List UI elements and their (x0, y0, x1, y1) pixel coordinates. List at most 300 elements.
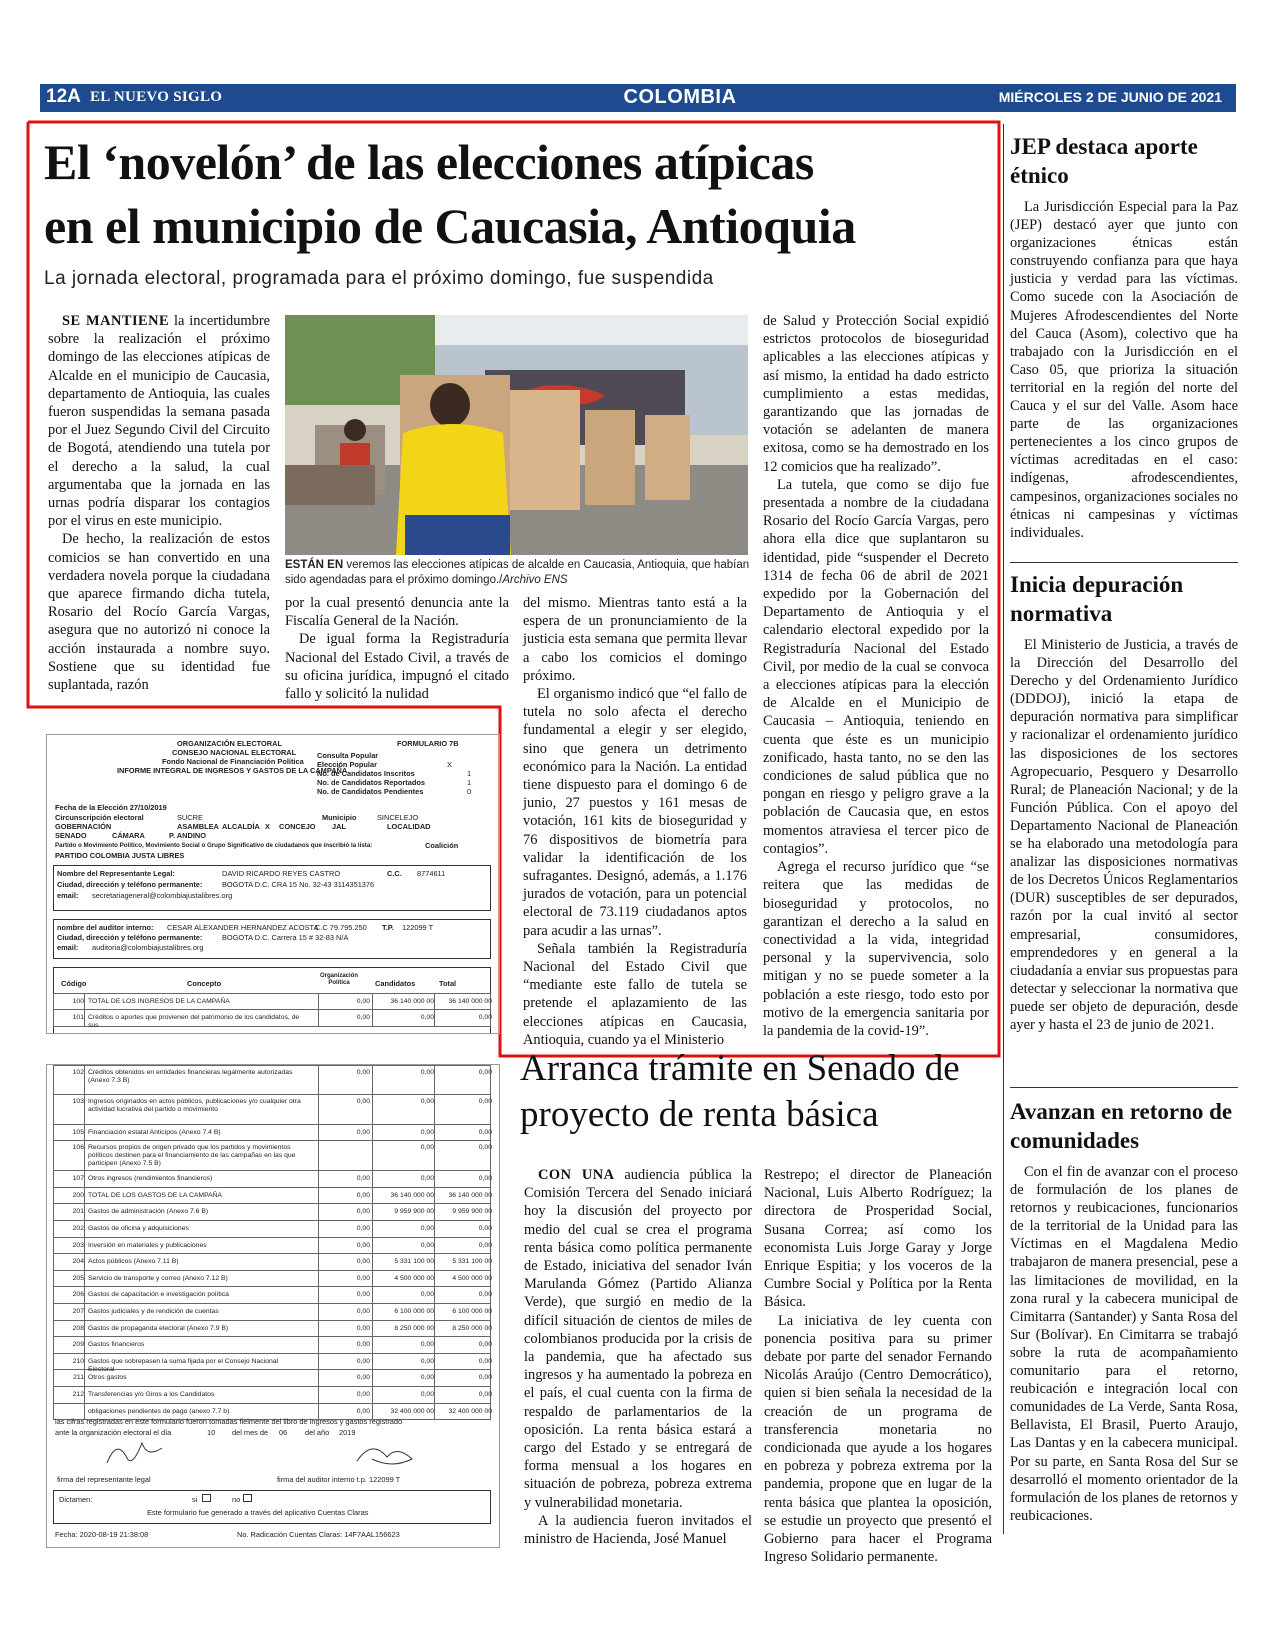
form-cell-code: 200 (72, 1191, 84, 1199)
sidebar-divider (1003, 124, 1004, 1534)
form-cell-org: 0,00 (356, 1258, 370, 1266)
form-cell-total: 36 140 000 00 (448, 998, 492, 1005)
form-cell-divider (318, 1066, 319, 1096)
form-cell-code: 207 (72, 1308, 84, 1316)
form-cell-divider (318, 1010, 319, 1027)
form-value: 8774611 (417, 869, 446, 878)
lead-words: CON UNA (538, 1167, 615, 1183)
form-cell-divider (318, 1321, 319, 1338)
form-cell-total: 5 331 100 00 (452, 1258, 492, 1266)
form-cell-concept: Créditos obtenidos en entidades financieras legalmente autorizadas (Anexo 7.3 B) (88, 1069, 293, 1084)
caption-text: veremos las elecciones atípicas de alcalde en Caucasia, Antioquia, que habían sido agendadas para el próximo domingo./ (285, 559, 750, 586)
form-cell-cand: 0,00 (420, 1357, 434, 1365)
form-cell-org: 0,00 (356, 1374, 370, 1382)
form-cell-cand: 32 400 000 00 (390, 1407, 434, 1415)
form-cell-divider (372, 1010, 373, 1027)
form-value: 2019 (339, 1428, 356, 1437)
form-cell-total: 0,00 (478, 1225, 492, 1233)
photo-credit: Archivo ENS (502, 574, 568, 586)
form-cell-cand: 5 331 100 00 (394, 1258, 434, 1266)
form-cell-total: 32 400 000 00 (448, 1407, 492, 1415)
lead-words: SE MANTIENE (62, 313, 170, 329)
form-label: C.C. (387, 869, 402, 878)
sidebar-story-2-title: Inicia depuración normativa (1010, 572, 1184, 626)
form-value: secretariageneral@colombiajustalibres.org (92, 891, 233, 900)
form-cell-divider (84, 1304, 85, 1321)
paragraph: Restrepo; el director de Planeación Nacional, Luis Alberto Rodríguez; la directora de Prosperidad Social, Susana Correa; así como los economista Luis Jorge Garay y Jorge Enrique Espitia; y los voceros de la Cumbre Social y Política por la Renta Básica. (764, 1167, 992, 1311)
form-cell-divider (318, 1370, 319, 1387)
form-cell-code: 101 (72, 1014, 84, 1021)
form-cell-divider (434, 1287, 435, 1304)
form-cell-divider (372, 1370, 373, 1387)
form-cell-divider (84, 1095, 85, 1125)
form-cell-divider (84, 1125, 85, 1142)
form-cell-org: 0,00 (356, 1341, 370, 1349)
form-cell-org: 0,00 (356, 1097, 370, 1105)
form-cell-divider (318, 1238, 319, 1255)
election-photo (285, 315, 748, 555)
form-cell-org: 0,00 (356, 1274, 370, 1282)
sidebar-story-3-title: Avanzan en retorno de comunidades (1010, 1099, 1233, 1153)
no-checkbox (243, 1494, 252, 1502)
form-cell-divider (434, 1221, 435, 1238)
form-dictamen-box (53, 1490, 491, 1524)
paragraph: por la cual presentó denuncia ante la Fiscalía General de la Nación. (285, 595, 509, 630)
form-table-row (53, 1065, 491, 1095)
form-number: FORMULARIO 7B (397, 739, 459, 748)
form-cell-org: 0,00 (356, 1291, 370, 1299)
form-cell-total: 8 250 000 00 (452, 1324, 492, 1332)
form-cell-concept: TOTAL DE LOS INGRESOS DE LA CAMPAÑA (88, 998, 230, 1005)
form-cell-org: 0,00 (356, 1308, 370, 1316)
form-cell-cand: 0,00 (420, 1341, 434, 1349)
form-value: 122099 T (402, 923, 434, 932)
sidebar-story-2 (1010, 570, 1238, 1066)
form-cell-divider (84, 1321, 85, 1338)
form-cell-divider (372, 1387, 373, 1404)
signatures-image (87, 1433, 487, 1473)
form-label: No. de Candidatos Pendientes (317, 787, 424, 796)
form-cell-org: 0,00 (356, 1407, 370, 1415)
form-label: LOCALIDAD (387, 822, 431, 831)
photo-caption (285, 558, 755, 588)
form-cell-code: 201 (72, 1208, 84, 1216)
form-cell-concept: Gastos de propaganda electoral (Anexo 7.9 B) (88, 1324, 229, 1332)
form-cell-divider (84, 1271, 85, 1288)
form-label: CONCEJO (279, 822, 316, 831)
form-cell-code: 102 (72, 1069, 84, 1076)
form-col-header: Organización Política (319, 973, 358, 986)
form-cell-total: 0,00 (478, 1128, 492, 1136)
form-cell-divider (372, 1254, 373, 1271)
form-label: Ciudad, dirección y teléfono permanente: (57, 933, 203, 942)
form-label: SENADO (55, 831, 87, 840)
form-cell-divider (434, 1271, 435, 1288)
form-label: del año (305, 1428, 330, 1437)
form-value: DAVID RICARDO REYES CASTRO (222, 869, 341, 878)
form-cell-cand: 0,00 (420, 1225, 434, 1233)
form-cell-total: 6 100 000 00 (452, 1308, 492, 1316)
form-label: Consulta Popular (317, 751, 379, 760)
form-table-row (53, 1304, 491, 1321)
form-table-row (53, 1337, 491, 1354)
paragraph: De igual forma la Registraduría Nacional del Estado Civil, a través de su oficina jurídica, impugnó el citado fallo y solicitó la nulidad (285, 631, 509, 703)
form-cell-divider (372, 1221, 373, 1238)
form-cell-concept: obligaciones pendientes de pago (anexo 7.7 b) (88, 1407, 230, 1415)
form-cell-divider (434, 994, 435, 1011)
form-cell-divider (372, 1171, 373, 1188)
form-label: Circunscripción electoral (55, 813, 144, 822)
form-cell-total: 0,00 (478, 1374, 492, 1382)
form-cell-divider (434, 1354, 435, 1371)
form-cell-divider (84, 1141, 85, 1171)
form-cell-concept: Gastos financieros (88, 1341, 145, 1349)
form-cell-code: 105 (72, 1128, 84, 1136)
campaign-report-form-top (46, 734, 500, 1034)
form-generated-note: Este formulario fue generado a través del aplicativo Cuentas Claras (147, 1508, 369, 1517)
form-cell-cand: 0,00 (420, 1391, 434, 1399)
form-cell-cand: 4 500 000 00 (394, 1274, 434, 1282)
form-label: T.P. (382, 923, 394, 932)
form-cell-total: 4 500 000 00 (452, 1274, 492, 1282)
form-label: del mes de (232, 1428, 269, 1437)
form-cell-cand: 0,00 (420, 1175, 434, 1183)
form-cell-code: 204 (72, 1258, 84, 1266)
form-label: no (232, 1495, 241, 1504)
form-cell-divider (84, 1204, 85, 1221)
si-checkbox (202, 1494, 211, 1502)
form-cell-org: 0,00 (356, 1225, 370, 1233)
form-cell-cand: 6 100 000 00 (394, 1308, 434, 1316)
form-cell-divider (84, 1066, 85, 1096)
form-org-line: ORGANIZACIÓN ELECTORAL (177, 739, 282, 748)
form-cell-code: 106 (72, 1144, 84, 1152)
form-table-row (53, 1204, 491, 1221)
form-table-row (53, 1238, 491, 1255)
form-cell-code: 210 (72, 1357, 84, 1365)
form-cell-divider (318, 1188, 319, 1205)
form-cell-divider (318, 1387, 319, 1404)
form-cell-divider (84, 1354, 85, 1371)
form-cell-total: 0,00 (478, 1069, 492, 1076)
form-cell-divider (434, 1387, 435, 1404)
form-cell-divider (434, 1188, 435, 1205)
form-cell-divider (84, 1287, 85, 1304)
form-cell-cand: 0,00 (420, 1241, 434, 1249)
form-value: X (447, 760, 452, 769)
form-col-header: Total (439, 979, 457, 988)
form-label: P. ANDINO (169, 831, 206, 840)
form-cell-code: 205 (72, 1274, 84, 1282)
form-cell-total: 36 140 000 00 (448, 1191, 492, 1199)
form-cell-divider (318, 1204, 319, 1221)
renta-basica-column-1 (524, 1166, 752, 1546)
form-label: ASAMBLEA (177, 822, 219, 831)
form-cell-code: 211 (73, 1374, 84, 1382)
form-cell-org: 0,00 (356, 1391, 370, 1399)
form-label: No. de Candidatos Inscritos (317, 769, 415, 778)
form-cell-concept: Servicio de transporte y correo (Anexo 7.12 B) (88, 1274, 228, 1282)
form-cell-org: 0,00 (356, 1324, 370, 1332)
form-cell-divider (434, 1141, 435, 1171)
form-table-row (53, 1370, 491, 1387)
form-value: CESAR ALEXANDER HERNANDEZ ACOSTA (167, 923, 319, 932)
article-column-3 (523, 594, 747, 1048)
form-cell-cand: 0,00 (420, 1291, 434, 1299)
main-subheadline: La jornada electoral, programada para el próximo domingo, fue suspendida (44, 268, 714, 289)
form-cell-total: 9 959 900 00 (452, 1208, 492, 1216)
form-cell-cand: 0,00 (420, 1014, 434, 1021)
form-cell-divider (434, 1404, 435, 1421)
form-table-row (53, 1095, 491, 1125)
form-cell-divider (318, 994, 319, 1011)
form-label: Partido o Movimiento Político, Movimiento Social o Grupo Significativo de ciudadanos que inscribió la lista: (55, 842, 373, 849)
form-cell-divider (434, 1125, 435, 1142)
paragraph: Con el fin de avanzar con el proceso de formulación de los planes de retornos y reubicaciones, funcionarios de la territorial de la Unidad para las Víctimas en el Magdalena Medio trabajaron de manera presencial, pese a las limitaciones de movilidad, en la zona rural y la cabecera municipal de Cimitarra (Santander) y Santa Rosa del Sur (Bolívar). En Cimitarra se trabajó sobre la ruta de acompañamiento comunitario para el retorno, reubicación e integración local con comunidades de La Verde, Santa Rosa, Bellavista, El Brasil, Puerto Araujo, Las Dantas y en la cabecera municipal. Por su parte, en Santa Rosa del Sur se desarrolló el momento orientador de la formulación de los planes de retornos y reubicaciones. (1010, 1164, 1238, 1524)
form-cell-concept: Gastos judiciales y de rendición de cuentas (88, 1308, 219, 1316)
form-cell-org: 0,00 (356, 1069, 370, 1076)
form-cell-concept: Otros gastos (88, 1374, 127, 1382)
form-cell-cand: 0,00 (420, 1069, 434, 1076)
form-cell-divider (318, 1354, 319, 1371)
paragraph (48, 312, 270, 530)
form-party: PARTIDO COLOMBIA JUSTA LIBRES (55, 851, 185, 860)
form-cell-divider (434, 1254, 435, 1271)
form-cell-divider (318, 1125, 319, 1142)
form-cell-cand: 0,00 (420, 1144, 434, 1152)
form-cell-concept: Gastos que sobrepasen la suma fijada por el Consejo Nacional Electoral (88, 1357, 279, 1373)
form-cell-divider (434, 1010, 435, 1027)
form-cell-cand: 0,00 (420, 1374, 434, 1382)
paragraph: Señala también la Registraduría Nacional del Estado Civil que “mediante este fallo de tutela se pretende el aplazamiento de las elecciones atípicas en Caucasia, Antioquia, cuando ya el Ministerio (523, 940, 747, 1048)
issue-date: MIÉRCOLES 2 DE JUNIO DE 2021 (998, 89, 1222, 105)
form-cell-divider (318, 1337, 319, 1354)
form-generated-date: Fecha: 2020-08-19 21:38:08 (55, 1530, 149, 1539)
form-cell-total: 0,00 (478, 1357, 492, 1365)
form-table-row (53, 1125, 491, 1142)
form-table-row (53, 1171, 491, 1188)
paragraph: La Jurisdicción Especial para la Paz (JEP) destacó ayer que junto con organizaciones étnicas están construyendo confianza para que haya justicia y verdad para las víctimas. Como sucede con la Asociación de Mujeres Afrodescendientes del Norte del Cauca (Asom), colectivo que ha trabajado con la Jurisdicción en el Caso 05, que prioriza la situación territorial en la región del norte del Cauca y el sur del Valle. Asom hace parte de las organizaciones pertenecientes a los cinco grupos de víctimas acreditadas en el caso: indígenas, afrodescendientes, campesinos, organizaciones sociales no étnicas ni campesinas y víctimas individuales. (1010, 199, 1238, 541)
form-table-row (53, 1221, 491, 1238)
form-cell-total: 0,00 (478, 1391, 492, 1399)
paragraph-text: la incertidumbre sobre la realización el próximo domingo de las elecciones atípicas de Alcalde en el municipio de Caucasia, departamento de Antioquia, las cuales fueron suspendidas la semana pasada por el Juez Segundo Civil del Circuito de Bogotá, atendiendo una tutela por el derecho a la salud, la cual argumentaba que la jornada en las urnas podría disparar los contagios por el virus en este municipio. (48, 313, 270, 530)
form-cell-cand: 36 140 000 00 (390, 998, 434, 1005)
form-cell-divider (434, 1066, 435, 1096)
sidebar-story-3 (1010, 1097, 1238, 1549)
form-cell-code: 202 (72, 1225, 84, 1233)
form-certification: ante la organización electoral el día (55, 1428, 172, 1437)
form-cell-divider (372, 1141, 373, 1171)
form-value: 1 (467, 769, 472, 778)
paragraph: A la audiencia fueron invitados el ministro de Hacienda, José Manuel (524, 1512, 752, 1548)
form-label: Elección Popular (317, 760, 377, 769)
form-cell-cand: 0,00 (420, 1128, 434, 1136)
form-cell-total: 0,00 (478, 1291, 492, 1299)
form-cell-divider (84, 1221, 85, 1238)
sidebar-story-2-text (1010, 636, 1238, 1066)
form-cell-divider (372, 1188, 373, 1205)
form-table-row (53, 1254, 491, 1271)
form-cell-concept: Inversión en materiales y publicaciones (88, 1241, 207, 1249)
paragraph: Agrega el recurso jurídico que “se reitera que las medidas de bioseguridad y protocolos, no garantizan el derecho a la salud en conectividad a la vida, integridad personal y la supervivencia, solo mitigan y no se puede someter a la población a este riesgo, todo esto por motivo de la emergencia sanitaria por la pandemia de la covid-19”. (763, 859, 989, 1039)
form-cell-divider (318, 1171, 319, 1188)
form-cell-org: 0,00 (356, 1208, 370, 1216)
form-cell-code: 206 (72, 1291, 84, 1299)
form-cell-total: 0,00 (478, 1144, 492, 1152)
form-certification: las cifras registradas en este formulario fueron tomadas fielmente del libro de ingresos y gastos registrado (55, 1417, 403, 1426)
form-table-row (53, 1271, 491, 1288)
form-cell-divider (372, 1238, 373, 1255)
form-cell-divider (84, 1171, 85, 1188)
form-label: ALCALDÍA (222, 822, 260, 831)
sidebar-story-1-text (1010, 198, 1238, 541)
form-cell-concept: Ingresos originados en actos públicos, publicaciones y/o cualquier otra actividad lucrativa del partido o movimiento (88, 1097, 301, 1113)
form-table-row (53, 1354, 491, 1371)
form-cell-divider (318, 1254, 319, 1271)
form-value: BOGOTA D.C. CRA 15 No. 32-43 3114351376 (222, 880, 375, 889)
form-cell-divider (434, 1337, 435, 1354)
form-cell-divider (434, 1171, 435, 1188)
form-label: si (192, 1495, 198, 1504)
form-value: auditoria@colombiajustalibres.org (92, 943, 204, 952)
form-cell-code: 103 (72, 1097, 84, 1105)
form-cell-code: 212 (72, 1391, 84, 1399)
form-cell-divider (318, 1287, 319, 1304)
form-col-header: Candidatos (375, 979, 416, 988)
form-cell-divider (372, 1066, 373, 1096)
paragraph: La tutela, que como se dijo fue presentada a nombre de la ciudadana Rosario del Rocío García Vargas, pero ahora ella dice que suplantaron su identidad, pide “suspender el Decreto 1314 de fecha 06 de abril de 2021 expedido por la Gobernación del Departamento de Antioquia y el calendario electoral expedido por la Registraduría Nacional del Estado Civil, por medio de la cual se convoca a elecciones atípicas para la elección de Alcalde en el Municipio de Caucasia – Antioquia, teniendo en cuenta que éste es un municipio zonificado, hasta tanto, no se den las condiciones de salud pública que no pongan en riesgo y peligro grave a la población de Caucasia que, en estos momentos atraviesa el tercer pico de contagios”. (763, 476, 989, 857)
section-name: COLOMBIA (623, 86, 737, 108)
form-label: Dictamen: (59, 1495, 93, 1504)
paragraph: De hecho, la realización de estos comicios se han convertido en una verdadera novela porque la ciudadana que aparece firmando dicha tutela, Rosario del Rocío García Vargas, asegura que no autorizó ni conoce la acción instaurada a nombre suyo. Sostiene que su identidad fue suplantada, razón (48, 531, 270, 694)
form-cell-concept: Transferencias y/o Giros a los Candidatos (88, 1391, 215, 1399)
paragraph: El Ministerio de Justicia, a través de la Dirección del Desarrollo del Derecho y del Ordenamiento Jurídico (DDDOJ), inició la etapa de depuración normativa para simplificar y racionalizar el ordenamiento jurídico las disposiciones de los sectores Agropecuario, Pesquero y Desarrollo Rural; de Planeación Nacional; y de la Función Pública. Con el apoyo del Departamento Nacional de Planeación se ha elaborado una metodología para analizar las disposiciones normativas de los Decretos Únicos Reglamentarios (DUR) susceptibles de ser depurados, razón por la cual invitó al sector empresarial, consumidores, emprendedores y en general a la ciudadanía a enviar sus propuestas para detectar y seleccionar la normativa que puede ser objeto de depuración, desde ayer y hasta el 23 de junio de 2021. (1010, 637, 1238, 1033)
form-cell-divider (84, 1370, 85, 1387)
form-col-header: Concepto (187, 979, 222, 988)
form-value: X (265, 822, 270, 831)
form-cell-concept: Créditos o aportes que provienen del patrimonio de los candidatos, de sus (88, 1014, 300, 1029)
form-signature-label: firma del representante legal (57, 1475, 151, 1484)
form-label: Nombre del Representante Legal: (57, 869, 175, 878)
form-label: No. de Candidatos Reportados (317, 778, 425, 787)
form-table-row (53, 1321, 491, 1338)
page-number: 12A (46, 86, 81, 107)
headline-line-2: en el municipio de Caucasia, Antioquia (44, 198, 856, 254)
form-label: GOBERNACIÓN (55, 822, 112, 831)
form-value: C.C 79.795.250 (315, 923, 367, 932)
form-cell-divider (318, 1304, 319, 1321)
form-cell-divider (434, 1304, 435, 1321)
form-label: JAL (332, 822, 346, 831)
article-column-2 (285, 594, 509, 704)
form-cell-cand: 0,00 (420, 1097, 434, 1105)
form-cell-total: 0,00 (478, 1341, 492, 1349)
form-radicacion: No. Radicación Cuentas Claras: 14F7AAL156623 (237, 1530, 400, 1539)
form-label: Municipio (322, 813, 357, 822)
voting-booths-image (285, 315, 748, 555)
form-cell-concept: Gastos de administración (Anexo 7.6 B) (88, 1208, 209, 1216)
sidebar-separator (1010, 1087, 1238, 1088)
form-value: 1 (467, 778, 472, 787)
article-column-1 (48, 312, 270, 702)
form-org-line: Fondo Nacional de Financiación Política (162, 757, 304, 766)
form-table-row (53, 1287, 491, 1304)
form-cell-concept: Otros ingresos (rendimientos financieros) (88, 1175, 213, 1183)
form-cell-divider (372, 1354, 373, 1371)
campaign-report-form-bottom (46, 1064, 500, 1548)
paragraph: La iniciativa de ley cuenta con ponencia positiva para su primer debate por parte del senador Fernando Nicolás Araújo (Centro Democrático), quien si bien señala la necesidad de la creación de un programa de transferencia monetaria no condicionada que ayude a los hogares en pobreza y pobreza extrema por la pandemia, propone que en lugar de la renta básica que plantea la oposición, se estudie un proyecto que presentó el Gobierno para hacer el Programa Ingreso Solidario permanente. (764, 1312, 992, 1566)
form-cell-concept: Financiación estatal Anticipos (Anexo 7.4 B) (88, 1128, 221, 1136)
form-cell-concept: Actos públicos (Anexo 7.11 B) (88, 1258, 179, 1266)
form-cell-org: 0,00 (356, 1175, 370, 1183)
form-cell-divider (372, 1204, 373, 1221)
form-label: email: (57, 891, 79, 900)
form-cell-concept: Gastos de capacitación e investigación política (88, 1291, 229, 1299)
renta-basica-column-2 (764, 1166, 992, 1566)
form-cell-org: 0,00 (356, 1128, 370, 1136)
form-cell-divider (434, 1370, 435, 1387)
form-cell-code: 208 (72, 1324, 84, 1332)
form-cell-org: 0,00 (356, 1191, 370, 1199)
form-cell-org: 0,00 (356, 1014, 370, 1021)
form-table-row (53, 1141, 491, 1171)
form-cell-total: 0,00 (478, 1175, 492, 1183)
form-cell-org: 0,00 (356, 1357, 370, 1365)
form-cell-concept: Gastos de oficina y adquisiciones (88, 1225, 189, 1233)
form-cell-code: 107 (72, 1175, 84, 1183)
form-cell-divider (318, 1221, 319, 1238)
form-table-row (53, 1010, 491, 1027)
sidebar-story-3-text (1010, 1163, 1238, 1549)
form-label: nombre del auditor interno: (57, 923, 154, 932)
form-cell-divider (318, 1095, 319, 1125)
form-cell-org: 0,00 (356, 1241, 370, 1249)
form-cell-divider (372, 1125, 373, 1142)
form-label: CÁMARA (112, 831, 145, 840)
form-cell-divider (434, 1321, 435, 1338)
form-label: email: (57, 943, 79, 952)
caption-lead: ESTÁN EN (285, 559, 344, 571)
article-column-4 (763, 312, 989, 1042)
paragraph (524, 1166, 752, 1512)
form-cell-divider (372, 1337, 373, 1354)
form-cell-cand: 9 959 900 00 (394, 1208, 434, 1216)
form-cell-org: 0,00 (356, 998, 370, 1005)
form-cell-total: 0,00 (478, 1014, 492, 1021)
form-cell-divider (372, 1321, 373, 1338)
form-cell-code: 203 (72, 1241, 84, 1249)
paragraph: El organismo indicó que “el fallo de tutela no solo afecta el derecho fundamental a elegir y ser elegido, sino que genera un detrimento económico para la Nación. La entidad tiene dispuesto para el domingo 6 de junio, 27 puestos y 161 mesas de votación, 161 kits de bioseguridad y 76 dispositivos de biometría para validar la identificación de los sufragantes. Designó, además, a 1.176 jurados de votación, para un potencial electoral de 73.119 ciudadanos aptos para acudir a las urnas”. (523, 686, 747, 939)
form-value: 10 (207, 1428, 216, 1437)
form-cell-concept: Recursos propios de origen privado que los partidos y movimientos políticos destinen para el financiamiento de las campañas en las que participen (Anexo 7.5 B) (88, 1144, 296, 1168)
paragraph: de Salud y Protección Social expidió estrictos protocolos de bioseguridad aplicables a las elecciones atípicas y así mismo, la entidad ha dado estricto cumplimiento a estas medidas, garantizando que las jornadas de votación se adelanten de manera exitosa, como se ha demostrado en los 12 comicios que ha realizado”. (763, 313, 989, 475)
form-cell-divider (318, 1271, 319, 1288)
form-label: Coalición (425, 841, 459, 850)
form-value: SUCRE (177, 813, 203, 822)
form-value: 0 (467, 787, 472, 796)
form-election-date: Fecha de la Elección 27/10/2019 (55, 803, 167, 812)
form-table-row (53, 993, 491, 1010)
form-org-line: CONSEJO NACIONAL ELECTORAL (172, 748, 297, 757)
form-signature-label: firma del auditor interno t.p. 122099 T (277, 1475, 401, 1484)
form-cell-code: 100 (72, 998, 84, 1005)
form-cell-divider (372, 1304, 373, 1321)
form-table-row (53, 1387, 491, 1404)
form-cell-divider (372, 1095, 373, 1125)
headline-line-1: El ‘novelón’ de las elecciones atípicas (44, 134, 814, 190)
sidebar-separator (1010, 562, 1238, 563)
main-headline (44, 130, 1004, 258)
